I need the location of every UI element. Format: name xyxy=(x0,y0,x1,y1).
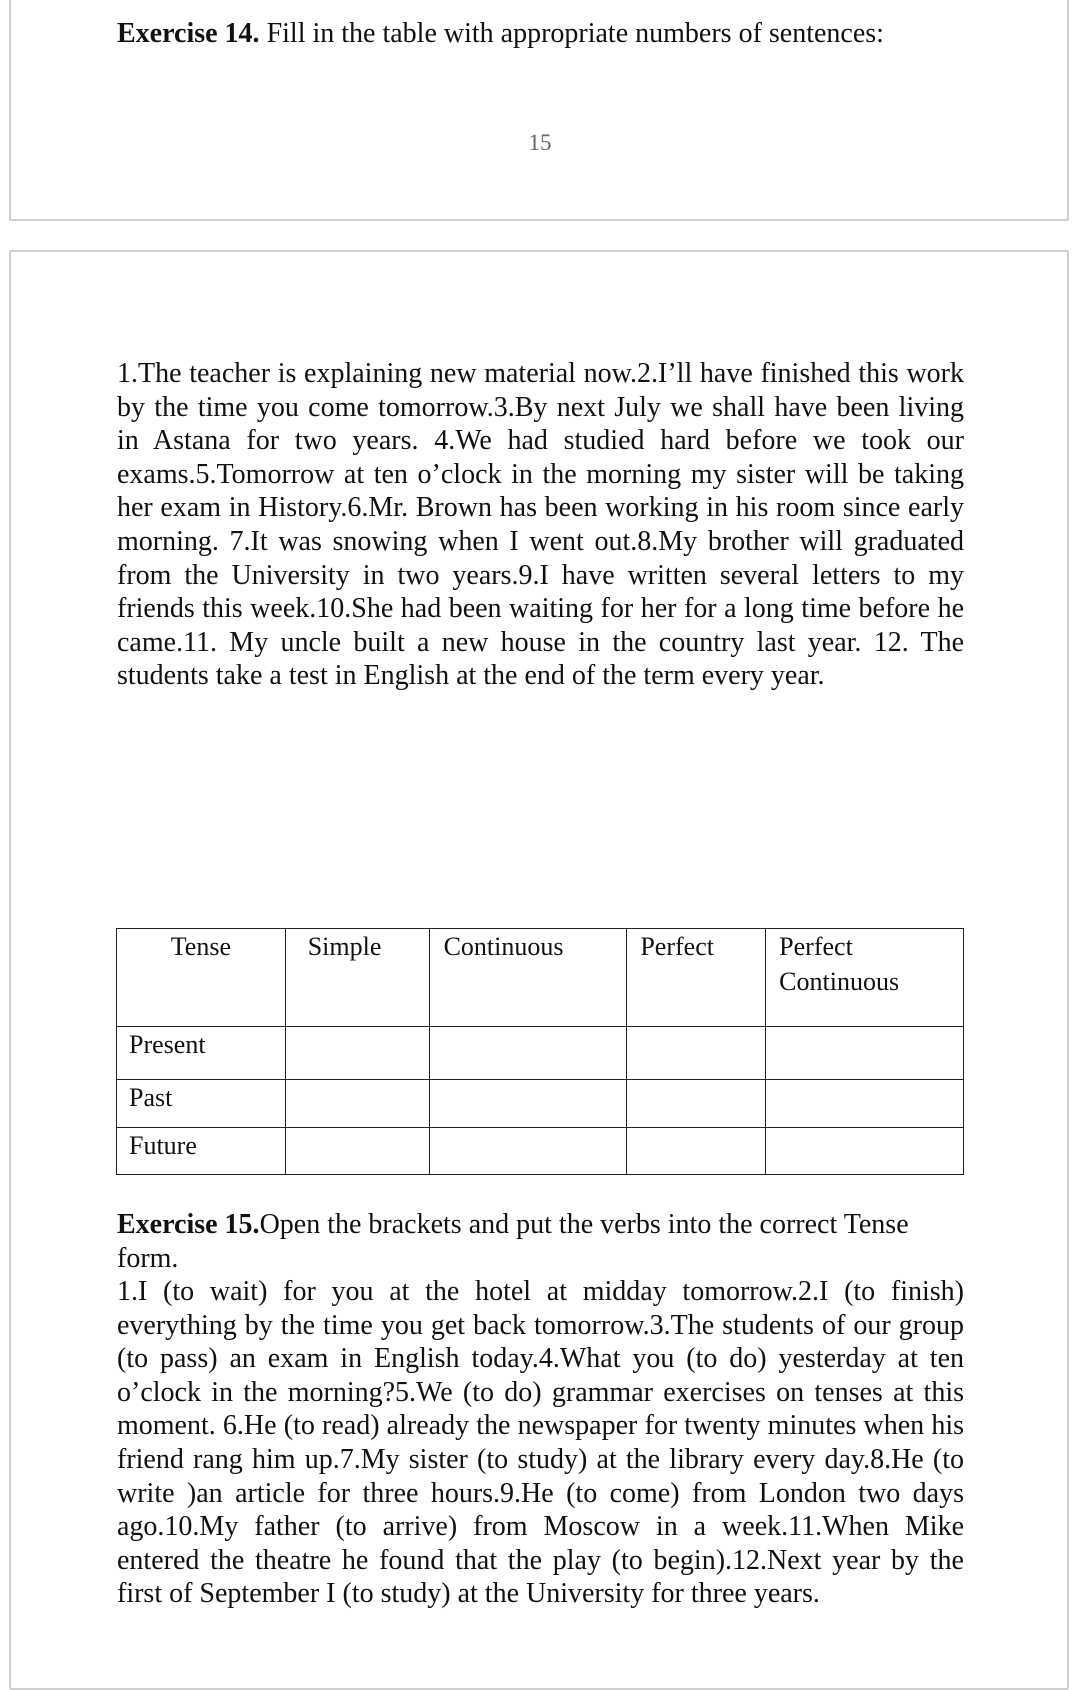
cell-future-perfect-continuous[interactable] xyxy=(766,1128,964,1175)
cell-future-perfect[interactable] xyxy=(627,1128,766,1175)
row-label-future: Future xyxy=(117,1128,286,1175)
cell-present-continuous[interactable] xyxy=(429,1027,627,1080)
header-simple: Simple xyxy=(285,929,429,1027)
exercise-15-heading xyxy=(117,1208,964,1275)
row-label-past: Past xyxy=(117,1080,286,1128)
cell-future-continuous[interactable] xyxy=(429,1128,627,1175)
exercise-15-label: Exercise 15. xyxy=(117,1209,260,1240)
table-row-past xyxy=(117,1080,964,1128)
cell-present-simple[interactable] xyxy=(285,1027,429,1080)
header-perfect: Perfect xyxy=(627,929,766,1027)
header-perfect-continuous: Perfect Continuous xyxy=(766,929,964,1027)
cell-past-perfect-continuous[interactable] xyxy=(766,1080,964,1128)
header-tense: Tense xyxy=(117,929,286,1027)
page-number: 15 xyxy=(528,130,552,155)
cell-present-perfect[interactable] xyxy=(627,1027,766,1080)
cell-future-simple[interactable] xyxy=(285,1128,429,1175)
row-label-present: Present xyxy=(117,1027,286,1080)
header-continuous: Continuous xyxy=(429,929,627,1027)
exercise-14-instruction: Fill in the table with appropriate numbers of sentences: xyxy=(259,18,884,49)
cell-past-simple[interactable] xyxy=(285,1080,429,1128)
table-header-row xyxy=(117,929,964,1027)
cell-present-perfect-continuous[interactable] xyxy=(766,1027,964,1080)
exercise-14-sentences: 1.The teacher is explaining new material now.2.I’ll have finished this work by the time you come tomorrow.3.By next July we shall have been living in Astana for two years. 4.We had studied hard before we took our exams.5.Tomorrow at ten o’clock in the morning my sister will be taking her exam in History.6.Mr. Brown has been working in his room since early morning. 7.It was snowing when I went out.8.My brother will graduated from the University in two years.9.I have written several letters to my friends this week.10.She had been waiting for her for a long time before he came.11. My uncle built a new house in the country last year. 12. The students take a test in English at the end of the term every year. xyxy=(117,358,964,692)
exercise-15-sentences: 1.I (to wait) for you at the hotel at midday tomorrow.2.I (to finish) everything by the time you get back tomorrow.3.The students of our group (to pass) an exam in English today.4.What you (to do) yesterday at ten o’clock in the morning?5.We (to do) grammar exercises on tenses at this moment. 6.He (to read) already the newspaper for twenty minutes when his friend rang him up.7.My sister (to study) at the library every day.8.He (to write )an article for three hours.9.He (to come) from London two days ago.10.My father (to arrive) from Moscow in a week.11.When Mike entered the theatre he found that the play (to begin).12.Next year by the first of September I (to study) at the University for three years. xyxy=(117,1276,964,1610)
exercise-15-instruction: Open the brackets and put the verbs into the correct Tense form. xyxy=(117,1209,909,1274)
table-row-present xyxy=(117,1027,964,1080)
cell-past-perfect[interactable] xyxy=(627,1080,766,1128)
tense-table xyxy=(116,928,964,1175)
exercise-14-heading xyxy=(117,16,884,52)
cell-past-continuous[interactable] xyxy=(429,1080,627,1128)
exercise-14-label: Exercise 14. xyxy=(117,18,260,49)
table-row-future xyxy=(117,1128,964,1175)
